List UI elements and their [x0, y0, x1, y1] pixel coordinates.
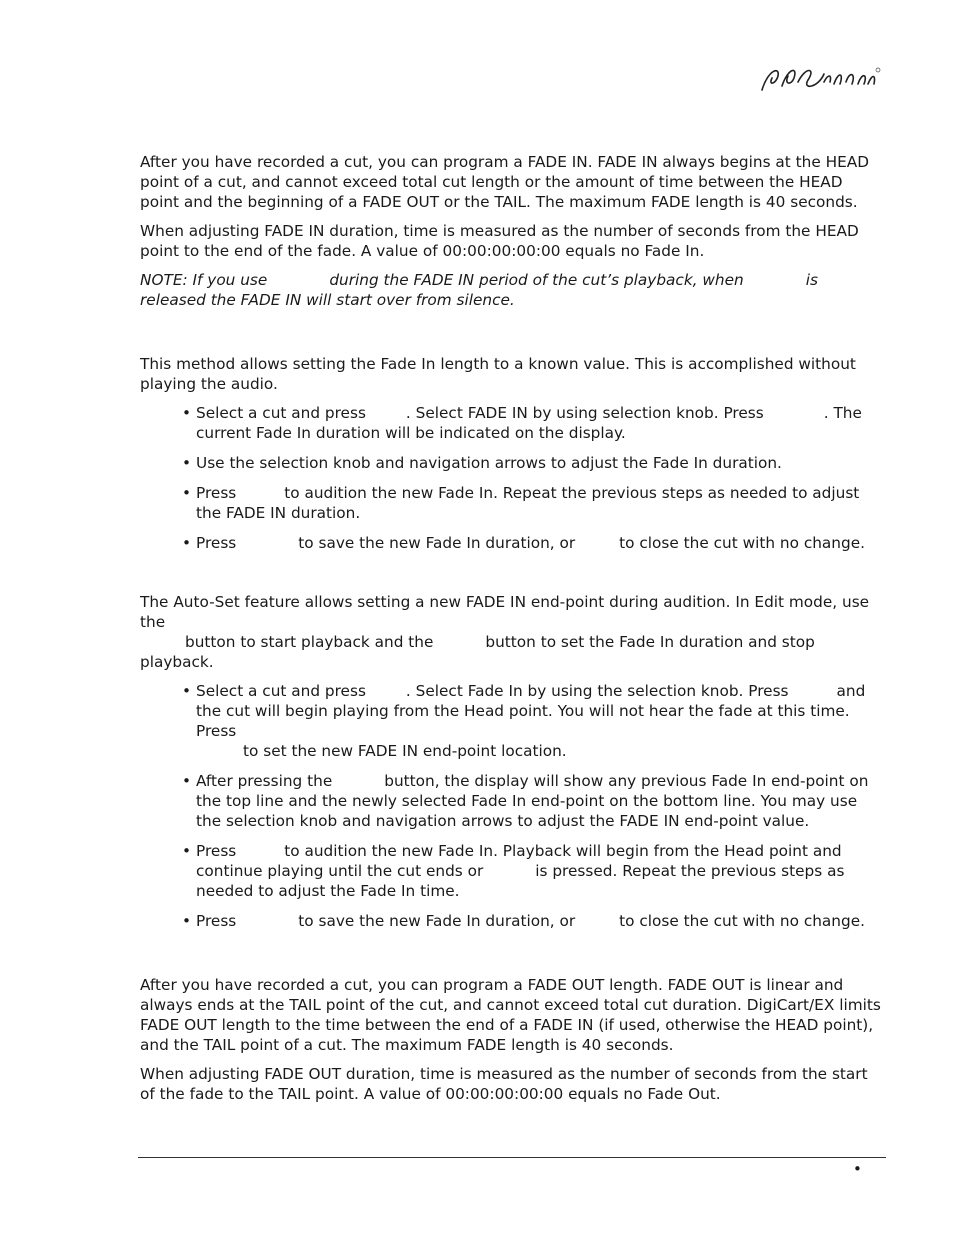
- method1-paragraph: This method allows setting the Fade In length to a known value. This is accomplished without playing the audio.: [140, 355, 856, 393]
- fadeout-intro-paragraph: After you have recorded a cut, you can program a FADE OUT length. FADE OUT is linear and always ends at the TAIL point of the cut, and cannot exceed total cut duration. DigiCart/EX limits FADE OUT length to the time between the end of a FADE IN (if used, otherwise the HEAD point), and the TAIL point of a cut. The maximum FADE length is 40 seconds.: [140, 976, 881, 1054]
- list-item: • Press to save the new Fade In duration, or to close the cut with no change.: [182, 533, 882, 553]
- method2-paragraph: The Auto-Set feature allows setting a new FADE IN end-point during audition. In Edit mode, use the button to start playback and the button to set the Fade In duration and stop playback.: [140, 593, 870, 671]
- fadeout-duration-paragraph: When adjusting FADE OUT duration, time is measured as the number of seconds from the start of the fade to the TAIL point. A value of 00:00:00:00:00 equals no Fade Out.: [140, 1065, 868, 1103]
- list-item: • After pressing the button, the display will show any previous Fade In end-point on the top line and the newly selected Fade In end-point on the bottom line. You may use the selection knob and navigation arrows to adjust the FADE IN end-point value.: [182, 771, 882, 831]
- fadein-intro-paragraph: After you have recorded a cut, you can program a FADE IN. FADE IN always begins at the HEAD point of a cut, and cannot exceed total cut length or the amount of time between the HEAD point and the beginning of a FADE OUT or the TAIL. The maximum FADE length is 40 seconds.: [140, 153, 870, 211]
- list-item: • Use the selection knob and navigation arrows to adjust the Fade In duration.: [182, 453, 882, 473]
- method1-steps: [182, 403, 882, 553]
- list-item: • Press to audition the new Fade In. Repeat the previous steps as needed to adjust the FADE IN duration.: [182, 483, 882, 523]
- company-logo: [758, 60, 882, 96]
- list-item: • Press to audition the new Fade In. Playback will begin from the Head point and continue playing until the cut ends or is pressed. Repeat the previous steps as needed to adjust the Fade In time.: [182, 841, 882, 901]
- footer-bullet: •: [853, 1160, 862, 1178]
- method2-steps: [182, 681, 882, 931]
- list-item: • Select a cut and press . Select Fade In by using the selection knob. Press and the cut will begin playing from the Head point. You will not hear the fade at this time. Press to set the new FADE IN end-point location.: [182, 681, 882, 761]
- page-content: [140, 152, 882, 1113]
- fadein-duration-paragraph: When adjusting FADE IN duration, time is measured as the number of seconds from the HEAD point to the end of the fade. A value of 00:00:00:00:00 equals no Fade In.: [140, 222, 859, 260]
- list-item: • Press to save the new Fade In duration, or to close the cut with no change.: [182, 911, 882, 931]
- fadein-note: NOTE: If you use during the FADE IN period of the cut’s playback, when is released the FADE IN will start over from silence.: [140, 271, 818, 309]
- list-item: • Select a cut and press . Select FADE IN by using selection knob. Press . The current Fade In duration will be indicated on the display.: [182, 403, 882, 443]
- footer-divider: [138, 1157, 886, 1158]
